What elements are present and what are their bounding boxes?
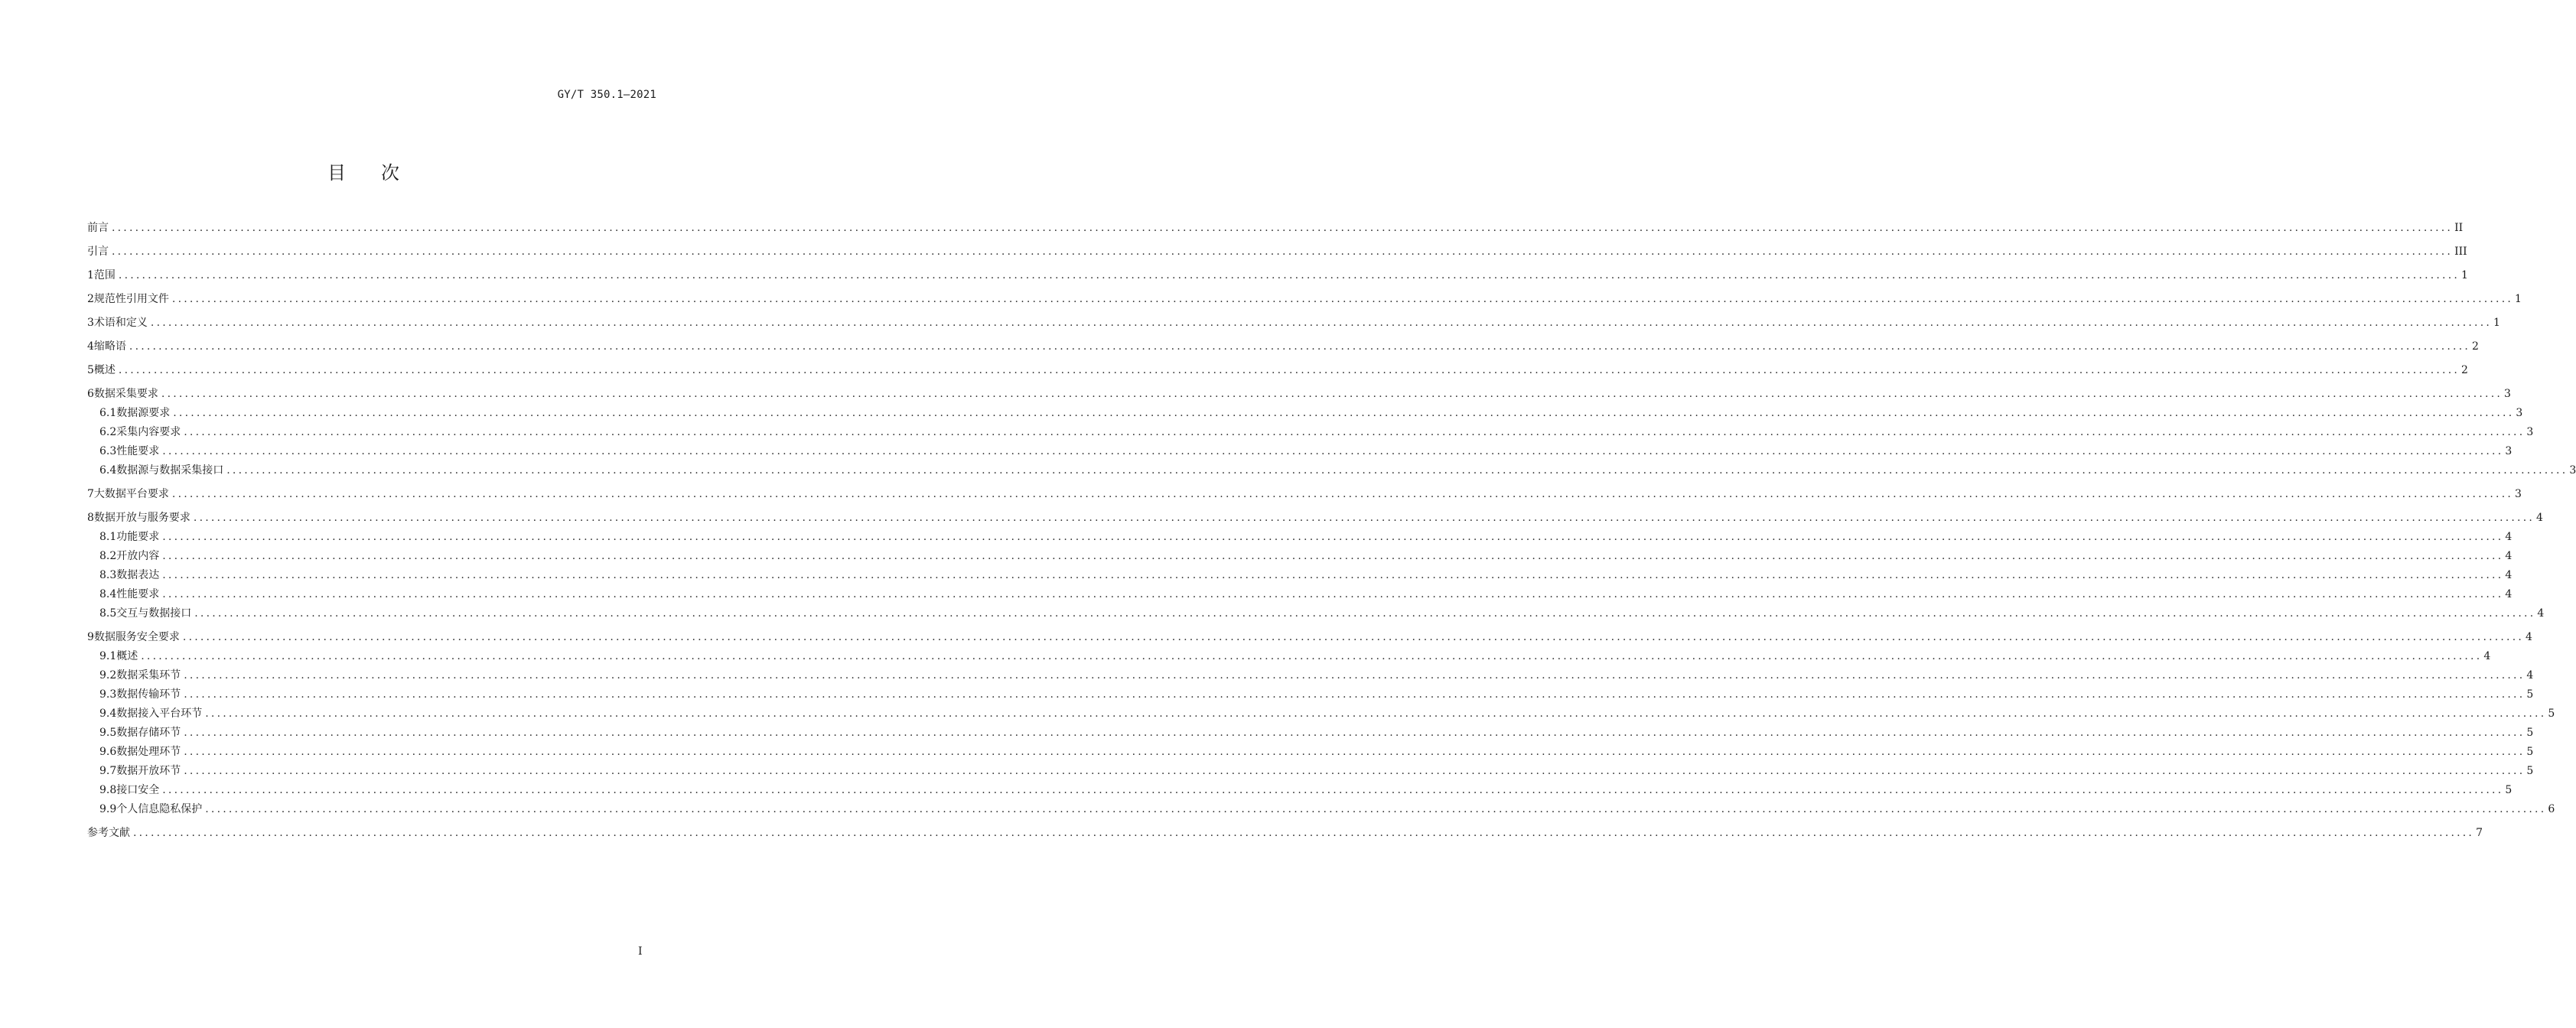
toc-entry-page: 6 (2548, 803, 2555, 815)
toc-entry-label: 数据处理环节 (116, 746, 181, 758)
toc-entry-number: 2 (87, 293, 94, 305)
toc-entry[interactable] (87, 485, 2522, 504)
toc-entry[interactable] (87, 219, 2464, 238)
toc-dot-leader: ................................................................................................................................................................................................................................................................................................................................................................................................................ (184, 426, 2526, 438)
toc-entry[interactable] (87, 314, 2500, 333)
toc-entry-label: 性能要求 (116, 445, 160, 457)
toc-entry-label: 接口安全 (116, 784, 160, 796)
toc-entry[interactable] (87, 442, 2512, 461)
toc-entry-page: 3 (2516, 407, 2523, 419)
toc-entry-label: 缩略语 (93, 340, 126, 353)
toc-entry-number: 3 (87, 317, 94, 329)
toc-dot-leader: ................................................................................................................................................................................................................................................................................................................................................................................................................ (161, 388, 2503, 400)
toc-entry-page: 5 (2526, 727, 2534, 739)
toc-entry[interactable] (87, 361, 2468, 380)
toc-entry-number: 6.1 (99, 407, 117, 419)
toc-dot-leader: ................................................................................................................................................................................................................................................................................................................................................................................................................ (173, 407, 2515, 419)
toc-dot-leader: ................................................................................................................................................................................................................................................................................................................................................................................................................ (118, 364, 2460, 376)
toc-dot-leader: ................................................................................................................................................................................................................................................................................................................................................................................................................ (205, 708, 2547, 720)
page-number-footer: I (638, 945, 643, 958)
toc-entry[interactable] (87, 385, 2511, 404)
toc-entry-number: 9.6 (99, 746, 117, 758)
toc-entry-label: 数据源与数据采集接口 (116, 464, 224, 477)
toc-entry-page: 4 (2505, 531, 2512, 543)
toc-dot-leader: ................................................................................................................................................................................................................................................................................................................................................................................................................ (162, 588, 2504, 600)
toc-entry-number: 8.4 (99, 588, 117, 600)
toc-entry[interactable] (87, 404, 2523, 423)
toc-entry-page: 4 (2505, 588, 2512, 600)
toc-entry-label: 概述 (93, 364, 116, 376)
toc-dot-leader: ................................................................................................................................................................................................................................................................................................................................................................................................................ (162, 784, 2504, 796)
toc-entry-number: 9.3 (99, 688, 117, 701)
toc-entry[interactable] (87, 666, 2534, 685)
toc-entry-number: 9.2 (99, 669, 117, 682)
toc-dot-leader: ................................................................................................................................................................................................................................................................................................................................................................................................................ (162, 531, 2504, 543)
toc-entry-label: 数据源要求 (116, 407, 171, 419)
toc-entry-number: 6.4 (99, 464, 117, 477)
toc-entry-page: 5 (2526, 746, 2534, 758)
toc-entry-number: 9.9 (99, 803, 117, 815)
toc-entry-label: 引言 (87, 246, 109, 258)
toc-entry-page: III (2454, 246, 2467, 258)
toc-entry-page: 1 (2461, 269, 2468, 281)
toc-entry-number: 9.4 (99, 708, 117, 720)
toc-entry[interactable] (87, 762, 2534, 781)
toc-entry-number: 4 (87, 340, 94, 353)
toc-entry[interactable] (87, 724, 2534, 743)
toc-entry-page: 3 (2569, 464, 2576, 477)
toc-entry-number: 9.1 (99, 650, 117, 662)
toc-entry-label: 术语和定义 (93, 317, 148, 329)
toc-dot-leader: ................................................................................................................................................................................................................................................................................................................................................................................................................ (112, 222, 2454, 234)
toc-entry-number: 8 (87, 512, 94, 524)
toc-entry-page: 1 (2515, 293, 2522, 305)
toc-entry-page: 2 (2472, 340, 2479, 353)
toc-dot-leader: ................................................................................................................................................................................................................................................................................................................................................................................................................ (193, 512, 2535, 524)
toc-entry-label: 数据存储环节 (116, 727, 181, 739)
toc-entry[interactable] (87, 781, 2512, 800)
toc-entry-label: 大数据平台要求 (93, 488, 169, 500)
toc-entry-page: 4 (2526, 669, 2534, 682)
toc-entry-label: 开放内容 (116, 550, 160, 562)
toc-dot-leader: ................................................................................................................................................................................................................................................................................................................................................................................................................ (184, 727, 2526, 739)
toc-dot-leader: ................................................................................................................................................................................................................................................................................................................................................................................................................ (171, 293, 2513, 305)
toc-entry-number: 9.5 (99, 727, 117, 739)
toc-dot-leader: ................................................................................................................................................................................................................................................................................................................................................................................................................ (184, 746, 2526, 758)
toc-entry-number: 1 (87, 269, 94, 281)
toc-entry-number: 5 (87, 364, 94, 376)
toc-entry-label: 数据接入平台环节 (116, 708, 203, 720)
toc-entry[interactable] (87, 337, 2479, 356)
toc-entry-page: 3 (2504, 388, 2511, 400)
toc-entry-page: 5 (2548, 708, 2555, 720)
toc-entry-page: 4 (2537, 607, 2545, 620)
toc-entry-number: 9.7 (99, 765, 117, 777)
toc-entry[interactable] (87, 528, 2512, 547)
toc-entry[interactable] (87, 704, 2555, 724)
toc-dot-leader: ................................................................................................................................................................................................................................................................................................................................................................................................................ (118, 269, 2460, 281)
toc-entry-number: 8.5 (99, 607, 117, 620)
toc-dot-leader: ................................................................................................................................................................................................................................................................................................................................................................................................................ (162, 550, 2504, 562)
toc-entry-label: 采集内容要求 (116, 426, 181, 438)
toc-entry-label: 功能要求 (116, 531, 160, 543)
table-of-contents (87, 219, 2576, 843)
toc-entry[interactable] (87, 800, 2555, 819)
toc-entry-number: 9 (87, 631, 94, 643)
toc-entry-label: 个人信息隐私保护 (116, 803, 203, 815)
toc-dot-leader: ................................................................................................................................................................................................................................................................................................................................................................................................................ (150, 317, 2492, 329)
toc-entry-label: 数据采集环节 (116, 669, 181, 682)
toc-entry-label: 规范性引用文件 (93, 293, 169, 305)
toc-entry-page: 3 (2515, 488, 2522, 500)
toc-entry-page: 2 (2461, 364, 2468, 376)
toc-entry[interactable] (87, 547, 2512, 566)
toc-entry-page: II (2454, 222, 2464, 234)
toc-entry-number: 8.1 (99, 531, 117, 543)
toc-entry[interactable] (87, 266, 2468, 285)
toc-entry[interactable] (87, 290, 2522, 309)
toc-entry-number: 6 (87, 388, 94, 400)
toc-entry-page: 3 (2526, 426, 2534, 438)
toc-entry-number: 6.2 (99, 426, 117, 438)
document-code: GY/T 350.1—2021 (557, 89, 656, 101)
toc-entry-label: 数据采集要求 (93, 388, 158, 400)
toc-dot-leader: ................................................................................................................................................................................................................................................................................................................................................................................................................ (184, 765, 2526, 777)
toc-entry[interactable] (87, 647, 2491, 666)
toc-entry-label: 概述 (116, 650, 138, 662)
toc-entry-label: 性能要求 (116, 588, 160, 600)
toc-entry[interactable] (87, 423, 2534, 442)
toc-entry-page: 5 (2505, 784, 2512, 796)
toc-entry-number: 8.2 (99, 550, 117, 562)
toc-entry[interactable] (87, 604, 2545, 623)
toc-entry-label: 交互与数据接口 (116, 607, 192, 620)
toc-dot-leader: ................................................................................................................................................................................................................................................................................................................................................................................................................ (184, 688, 2526, 701)
toc-entry-page: 4 (2505, 569, 2512, 581)
toc-entry-label: 数据开放与服务要求 (93, 512, 191, 524)
toc-entry-label: 数据表达 (116, 569, 160, 581)
toc-dot-leader: ................................................................................................................................................................................................................................................................................................................................................................................................................ (112, 246, 2454, 258)
toc-entry-label: 数据传输环节 (116, 688, 181, 701)
toc-entry-page: 1 (2493, 317, 2500, 329)
toc-entry[interactable] (87, 242, 2467, 262)
toc-entry[interactable] (87, 824, 2483, 843)
toc-entry-number: 6.3 (99, 445, 117, 457)
toc-entry-page: 7 (2476, 827, 2483, 839)
toc-entry-number: 9.8 (99, 784, 117, 796)
toc-entry-page: 5 (2526, 765, 2534, 777)
toc-entry-page: 4 (2505, 550, 2512, 562)
toc-entry-page: 4 (2483, 650, 2491, 662)
toc-entry-page: 5 (2526, 688, 2534, 701)
toc-entry[interactable] (87, 685, 2534, 704)
toc-dot-leader: ................................................................................................................................................................................................................................................................................................................................................................................................................ (171, 488, 2513, 500)
toc-entry[interactable] (87, 566, 2512, 585)
toc-entry[interactable] (87, 628, 2532, 647)
toc-entry[interactable] (87, 743, 2534, 762)
toc-entry-label: 范围 (93, 269, 116, 281)
toc-entry-label: 参考文献 (87, 827, 130, 839)
toc-entry[interactable] (87, 585, 2512, 604)
toc-entry-number: 7 (87, 488, 94, 500)
toc-dot-leader: ................................................................................................................................................................................................................................................................................................................................................................................................................ (194, 607, 2536, 620)
toc-entry-page: 3 (2505, 445, 2512, 457)
toc-entry-page: 4 (2536, 512, 2543, 524)
toc-dot-leader: ................................................................................................................................................................................................................................................................................................................................................................................................................ (133, 827, 2475, 839)
toc-entry-label: 前言 (87, 222, 109, 234)
toc-dot-leader: ................................................................................................................................................................................................................................................................................................................................................................................................................ (184, 669, 2526, 682)
toc-dot-leader: ................................................................................................................................................................................................................................................................................................................................................................................................................ (141, 650, 2483, 662)
toc-dot-leader: ................................................................................................................................................................................................................................................................................................................................................................................................................ (182, 631, 2524, 643)
toc-entry-page: 4 (2526, 631, 2532, 643)
page-title: 目次 (327, 162, 435, 184)
toc-dot-leader: ................................................................................................................................................................................................................................................................................................................................................................................................................ (162, 445, 2504, 457)
toc-dot-leader: ................................................................................................................................................................................................................................................................................................................................................................................................................ (226, 464, 2568, 477)
toc-entry-label: 数据开放环节 (116, 765, 181, 777)
toc-entry-label: 数据服务安全要求 (93, 631, 180, 643)
toc-entry[interactable] (87, 461, 2576, 480)
toc-dot-leader: ................................................................................................................................................................................................................................................................................................................................................................................................................ (205, 803, 2547, 815)
toc-dot-leader: ................................................................................................................................................................................................................................................................................................................................................................................................................ (129, 340, 2470, 353)
toc-entry[interactable] (87, 509, 2543, 528)
toc-dot-leader: ................................................................................................................................................................................................................................................................................................................................................................................................................ (162, 569, 2504, 581)
toc-entry-number: 8.3 (99, 569, 117, 581)
